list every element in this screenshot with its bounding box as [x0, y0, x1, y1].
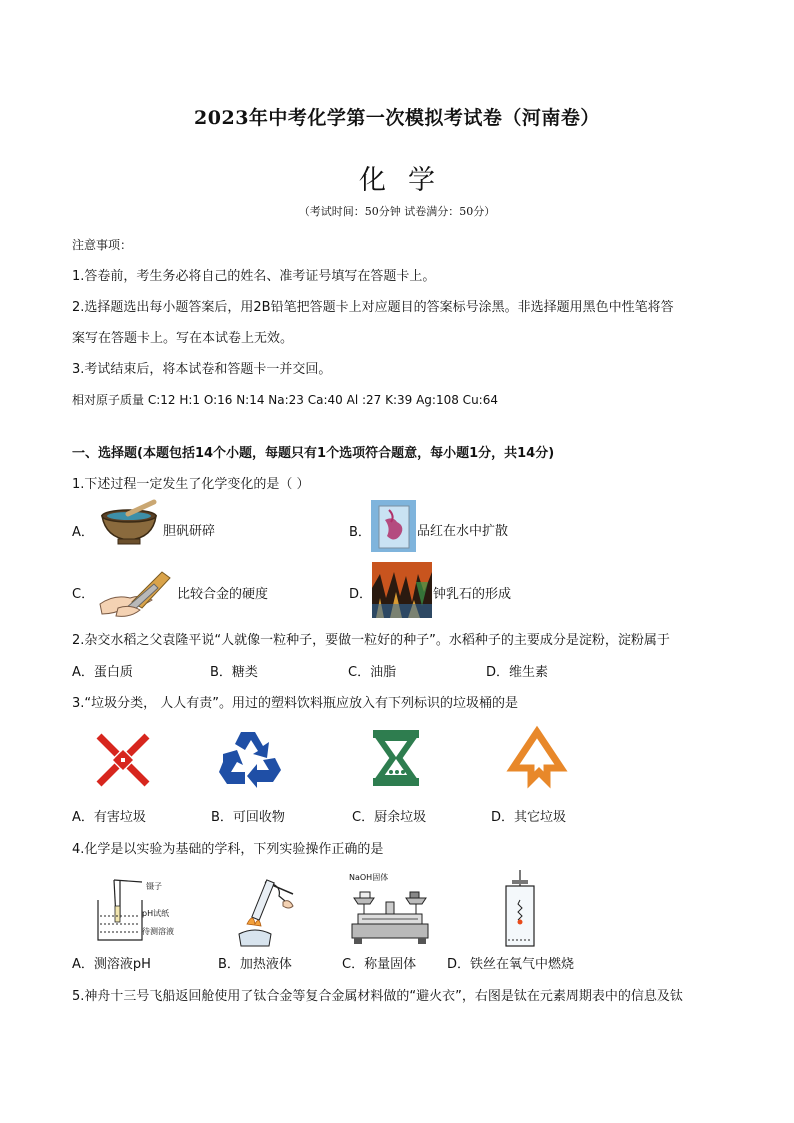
- q2-option-b: B．糖类: [210, 665, 258, 680]
- hazardous-waste-icon: [95, 732, 151, 788]
- q2-option-c: C．油脂: [348, 665, 397, 680]
- q1-stem: 1.下述过程一定发生了化学变化的是（ ）: [72, 477, 310, 492]
- q2-stem: 2.杂交水稻之父袁隆平说“人就像一粒种子，要做一粒好的种子”。水稻种子的主要成分是淀粉，淀粉属于: [72, 633, 670, 648]
- other-waste-icon: [509, 728, 565, 784]
- iron-wire-oxygen-diagram: [500, 870, 540, 950]
- subject-title: 化学: [359, 165, 457, 196]
- weighing-balance-diagram: [350, 884, 430, 946]
- q2-option-a: A．蛋白质: [72, 665, 133, 680]
- label-test-solution: 待测溶液: [142, 927, 174, 936]
- q4-option-b: B．加热液体: [218, 957, 292, 972]
- q1-option-a-text: 胆矾研碎: [163, 524, 216, 539]
- q3-option-c: C．厨余垃圾: [352, 810, 427, 825]
- notice-item-3: 3.考试结束后，将本试卷和答题卡一并交回。: [72, 362, 332, 377]
- heating-liquid-diagram: [233, 876, 299, 948]
- section-1-heading: 一、选择题(本题包括14个小题，每题只有1个选项符合题意，每小题1分，共14分): [72, 446, 555, 461]
- q1-option-d-letter: D．: [349, 587, 373, 602]
- kitchen-waste-icon: [371, 728, 421, 788]
- label-tweezers: 镊子: [146, 882, 162, 891]
- notice-item-2b: 案写在答题卡上。写在本试卷上无效。: [72, 331, 294, 346]
- notice-item-1: 1.答卷前，考生务必将自己的姓名、准考证号填写在答题卡上。: [72, 269, 436, 284]
- notice-heading: 注意事项：: [72, 238, 133, 252]
- exam-title: 2023年中考化学第一次模拟考试卷（河南卷）: [194, 107, 600, 129]
- label-ph-paper: pH试纸: [142, 909, 170, 918]
- q1-option-d-text: 钟乳石的形成: [433, 587, 512, 602]
- notice-item-2a: 2.选择题选出每小题答案后，用2B铅笔把答题卡上对应题目的答案标号涂黑。非选择题用黑色中性笔将答: [72, 300, 674, 315]
- q1-option-c-letter: C．: [72, 587, 95, 602]
- q5-stem: 5.神舟十三号飞船返回舱使用了钛合金等复合金属材料做的“避火衣”，右图是钛在元素周期表中的信息及钛: [72, 989, 683, 1004]
- q1-option-b-text: 品红在水中扩散: [417, 524, 509, 539]
- label-naoh-solid: NaOH固体: [349, 873, 389, 882]
- q3-stem: 3.“垃圾分类， 人人有责”。用过的塑料饮料瓶应放入有下列标识的垃圾桶的是: [72, 696, 519, 711]
- q4-option-d: D．铁丝在氧气中燃烧: [447, 957, 575, 972]
- q4-option-a: A．测溶液pH: [72, 957, 151, 972]
- mortar-pestle-image: [98, 500, 160, 546]
- q1-option-a-letter: A．: [72, 525, 94, 540]
- stalactite-image: [372, 562, 432, 618]
- q4-stem: 4.化学是以实验为基础的学科，下列实验操作正确的是: [72, 842, 384, 857]
- beaker-dye-image: [371, 500, 416, 552]
- q3-option-b: B．可回收物: [211, 810, 285, 825]
- q1-option-b-letter: B．: [349, 525, 371, 540]
- q4-option-c: C．称量固体: [342, 957, 417, 972]
- recyclable-icon: [217, 728, 283, 788]
- q3-option-d: D．其它垃圾: [491, 810, 567, 825]
- q2-option-d: D．维生素: [486, 665, 549, 680]
- alloy-scratch-image: [96, 564, 176, 620]
- ph-test-diagram: [96, 878, 146, 944]
- q3-option-a: A．有害垃圾: [72, 810, 146, 825]
- time-note: （考试时间：50分钟 试卷满分：50分）: [298, 205, 496, 218]
- q1-option-c-text: 比较合金的硬度: [177, 587, 269, 602]
- atomic-mass-line: 相对原子质量 C:12 H:1 O:16 N:14 Na:23 Ca:40 Al :27 K:39 Ag:108 Cu:64: [72, 393, 498, 407]
